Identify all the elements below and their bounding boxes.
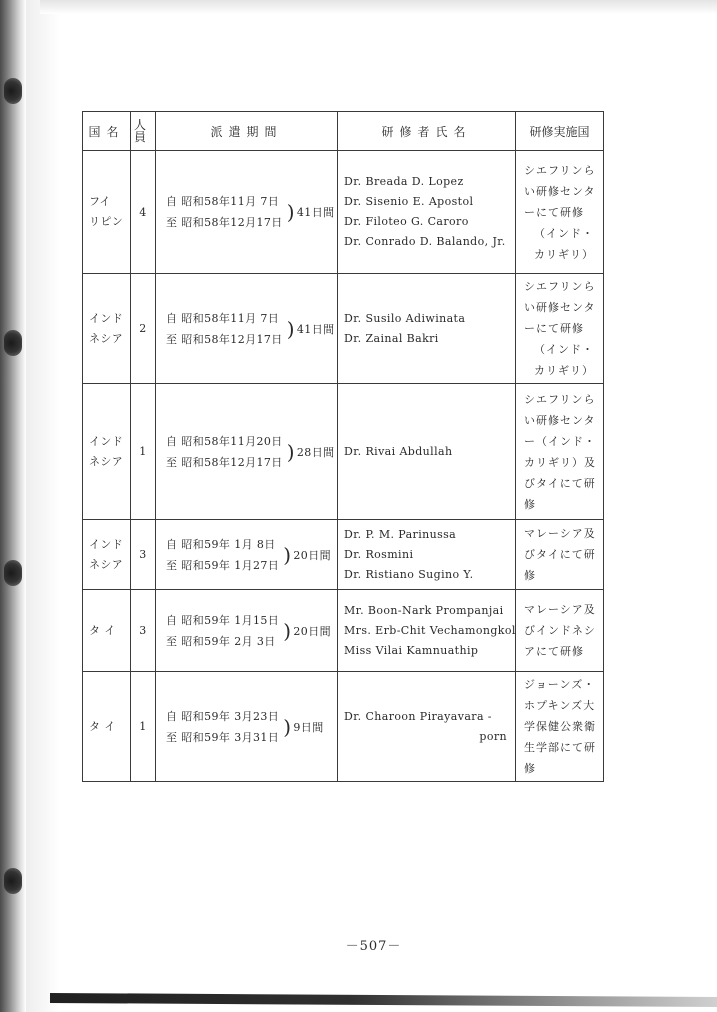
trainee-name: porn: [479, 729, 507, 743]
trainee-name: Dr. Charoon Pirayavara -: [344, 709, 492, 723]
venue-line: ジョーンズ・: [524, 678, 596, 691]
trainees-cell: [338, 590, 516, 672]
country-cell: [83, 590, 131, 672]
trainees-cell: [338, 384, 516, 520]
venue-cell: [516, 520, 604, 590]
trainees-cell: [338, 520, 516, 590]
count-cell: 3: [131, 520, 156, 590]
period-days: 20日間: [293, 548, 331, 562]
scan-binding-shadow: [0, 0, 26, 1012]
country-line: タ イ: [89, 623, 116, 637]
period-days: 41日間: [296, 322, 335, 336]
venue-cell: [516, 274, 604, 384]
venue-line: シエフリンら: [524, 392, 596, 406]
table-row: [83, 520, 604, 590]
binder-ring-hole: [4, 868, 22, 894]
country-line: ネシア: [89, 454, 124, 468]
country-cell: [83, 274, 131, 384]
page-number: －507－: [345, 939, 402, 954]
count-cell: 2: [131, 274, 156, 384]
period-to: 至 昭和58年12月17日: [166, 216, 283, 229]
country-line: タ イ: [89, 719, 116, 733]
trainee-name: Dr. Sisenio E. Apostol: [344, 195, 474, 208]
trainee-name: Dr. Conrado D. Balando, Jr.: [344, 235, 506, 248]
period-days: 41日間: [296, 206, 335, 219]
country-line: ネシア: [89, 331, 124, 345]
binder-ring-hole: [4, 560, 22, 586]
dispatch-table: [82, 111, 604, 782]
scan-top-shadow: [40, 0, 717, 14]
venue-line: カリギリ）及: [524, 455, 596, 469]
venue-line: カリギリ）: [534, 247, 594, 261]
period-to: 至 昭和58年12月17日: [166, 332, 283, 346]
trainee-name: Mrs. Erb-Chit Vechamongkol: [344, 623, 516, 637]
count-cell: 4: [131, 151, 156, 274]
venue-line: い研修センタ: [524, 301, 596, 314]
binder-ring-hole: [4, 78, 22, 104]
table-row: [83, 384, 604, 520]
header-venue: 研修実施国: [516, 112, 604, 151]
venue-line: シエフリンら: [524, 280, 596, 293]
venue-line: マレーシア及: [524, 527, 596, 540]
country-line: インド: [89, 311, 124, 325]
venue-line: マレーシア及: [524, 603, 596, 616]
period-cell: [156, 590, 338, 672]
scan-binding-gradient: [26, 0, 60, 1012]
venue-line: びタイにて研: [524, 548, 596, 561]
country-cell: [83, 384, 131, 520]
period-cell: [156, 520, 338, 590]
trainee-name: Dr. Filoteo G. Caroro: [344, 215, 469, 228]
venue-line: 修: [524, 497, 536, 511]
scan-bottom-edge: [50, 993, 717, 1007]
period-from: 自 昭和58年11月 7日: [166, 311, 280, 325]
period-from: 自 昭和58年11月20日: [166, 434, 283, 448]
header-period: 派遣期間: [156, 112, 338, 151]
venue-line: い研修センタ: [524, 184, 596, 198]
venue-cell: [516, 590, 604, 672]
period-from: 自 昭和59年 1月15日: [166, 613, 280, 627]
trainee-name: Dr. Rosmini: [344, 547, 414, 561]
venue-line: 生学部にて研: [524, 741, 596, 754]
period-to: 至 昭和59年 3月31日: [166, 730, 280, 744]
trainees-cell: [338, 151, 516, 274]
venue-line: びタイにて研: [524, 476, 596, 490]
header-count: 人員: [131, 112, 156, 151]
period-from: 自 昭和58年11月 7日: [166, 195, 280, 208]
venue-line: ーにて研修: [524, 322, 584, 335]
period-days: 28日間: [296, 445, 335, 459]
count-cell: 1: [131, 672, 156, 782]
country-line: ネシア: [89, 557, 124, 571]
brace-glyph: ): [286, 316, 295, 341]
brace-glyph: ): [283, 542, 292, 567]
venue-cell: [516, 672, 604, 782]
brace-glyph: ): [283, 618, 292, 643]
venue-line: 学保健公衆衛: [524, 720, 596, 733]
count-cell: 3: [131, 590, 156, 672]
period-to: 至 昭和59年 1月27日: [166, 558, 280, 572]
country-cell: [83, 672, 131, 782]
trainee-name: Miss Vilai Kamnuathip: [344, 643, 479, 657]
count-cell: 1: [131, 384, 156, 520]
venue-line: びインドネシ: [524, 624, 596, 637]
brace-glyph: ): [286, 200, 295, 224]
venue-line: 修: [524, 569, 536, 582]
period-cell: [156, 151, 338, 274]
period-cell: [156, 384, 338, 520]
trainee-name: Dr. Breada D. Lopez: [344, 175, 464, 188]
trainee-name: Dr. P. M. Parinussa: [344, 527, 457, 541]
country-line: インド: [89, 434, 124, 448]
country-line: フイ: [89, 195, 111, 208]
venue-cell: [516, 151, 604, 274]
venue-line: ホプキンズ大: [524, 699, 596, 712]
table-row: [83, 672, 604, 782]
period-days: 9日間: [293, 720, 324, 734]
venue-line: アにて研修: [524, 645, 584, 658]
venue-line: ーにて研修: [524, 205, 584, 219]
country-cell: [83, 151, 131, 274]
trainees-cell: [338, 672, 516, 782]
period-cell: [156, 274, 338, 384]
venue-line: ー（インド・: [524, 434, 596, 448]
brace-glyph: ): [283, 714, 292, 739]
trainee-name: Dr. Rivai Abdullah: [344, 444, 453, 458]
header-trainees: 研修者氏名: [338, 112, 516, 151]
country-line: リピン: [89, 215, 124, 228]
trainee-name: Mr. Boon-Nark Prompanjai: [344, 603, 504, 617]
trainee-name: Dr. Ristiano Sugino Y.: [344, 567, 474, 581]
venue-line: カリギリ）: [534, 364, 594, 377]
table-row: [83, 590, 604, 672]
venue-cell: [516, 384, 604, 520]
trainee-name: Dr. Zainal Bakri: [344, 331, 439, 345]
venue-line: （インド・: [534, 343, 594, 356]
binder-ring-hole: [4, 330, 22, 356]
header-country: 国名: [83, 112, 131, 151]
period-to: 至 昭和58年12月17日: [166, 455, 283, 469]
period-from: 自 昭和59年 3月23日: [166, 709, 280, 723]
table-row: [83, 274, 604, 384]
period-cell: [156, 672, 338, 782]
venue-line: 修: [524, 762, 536, 775]
period-days: 20日間: [293, 624, 331, 638]
country-line: インド: [89, 537, 124, 551]
trainee-name: Dr. Susilo Adiwinata: [344, 311, 466, 325]
period-from: 自 昭和59年 1月 8日: [166, 537, 276, 551]
trainees-cell: [338, 274, 516, 384]
period-to: 至 昭和59年 2月 3日: [166, 634, 276, 648]
country-cell: [83, 520, 131, 590]
brace-glyph: ): [286, 439, 295, 464]
venue-line: い研修センタ: [524, 413, 596, 427]
table-row: [83, 151, 604, 274]
table-header-row: [83, 112, 604, 151]
venue-line: シエフリンら: [524, 163, 596, 177]
venue-line: （インド・: [534, 226, 594, 240]
